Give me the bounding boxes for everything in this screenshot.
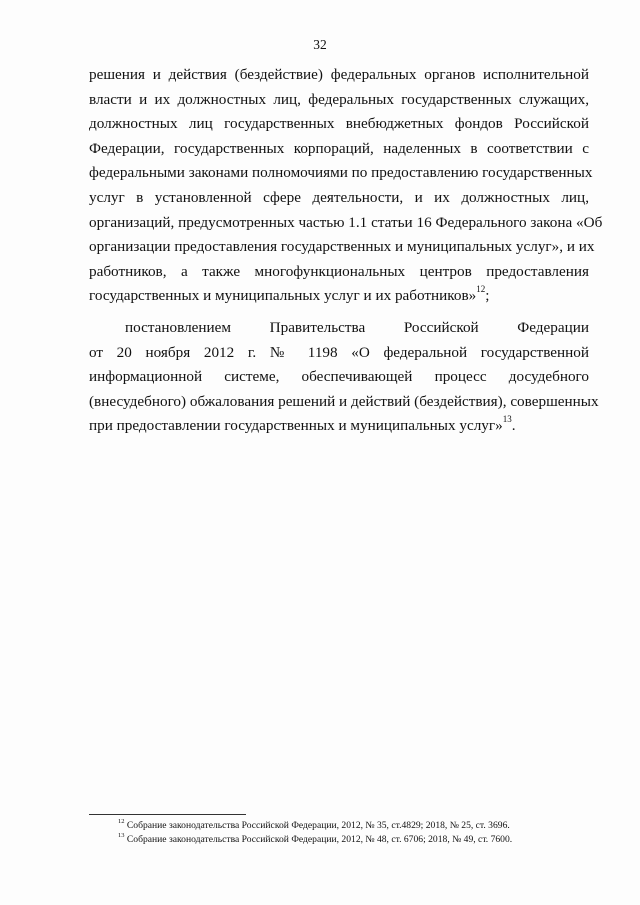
- page-number: 32: [313, 37, 327, 52]
- paragraph-2: [89, 316, 599, 439]
- footnote-12: [118, 819, 618, 833]
- text-line: при предоставлении государственных и муниципальных услуг»: [89, 417, 503, 435]
- text-line: власти и их должностных лиц, федеральных государственных служащих,: [89, 90, 589, 108]
- text-line: решения и действия (бездействие) федеральных органов исполнительной: [89, 66, 589, 83]
- text-line: Федерации, государственных корпораций, наделенных в соответствии с: [89, 139, 589, 157]
- footnote-mark: 13: [118, 831, 125, 839]
- text-line: услуг в установленной сфере деятельности, и их должностных лиц,: [89, 188, 589, 206]
- footnote-divider: [89, 814, 246, 815]
- punctuation: ;: [485, 287, 490, 305]
- text-line: постановлением Правительства Российской Федерации: [125, 318, 589, 336]
- text-line: должностных лиц государственных внебюджетных фондов Российской: [89, 115, 589, 133]
- footnote-ref-12[interactable]: 12: [476, 284, 486, 295]
- text-line: работников, а также многофункциональных центров предоставления: [89, 262, 589, 280]
- footnote-text: Собрание законодательства Российской Федерации, 2012, № 35, ст.4829; 2018, № 25, ст. 3696.: [124, 820, 510, 831]
- footnotes: [118, 819, 618, 847]
- text-line: информационной системе, обеспечивающей процесс досудебного: [89, 368, 589, 386]
- text-line-last: [89, 284, 589, 309]
- footnote-text: Собрание законодательства Российской Федерации, 2012, № 48, ст. 6706; 2018, № 49, ст. 7600.: [124, 834, 513, 845]
- body-text: [89, 63, 603, 439]
- text-line: федеральными законами полномочиями по предоставлению государственных: [89, 164, 593, 182]
- text-line-last: [89, 414, 589, 439]
- footnote-13: [118, 833, 618, 847]
- text-line: от 20 ноября 2012 г. № 1198 «О федеральной государственной: [89, 343, 589, 361]
- paragraph-1: [89, 63, 603, 309]
- text-line: организации предоставления государственных и муниципальных услуг», и их: [89, 238, 595, 256]
- text-line: государственных и муниципальных услуг и их работников»: [89, 287, 477, 305]
- footnote-mark: 12: [118, 817, 125, 825]
- text-line: организаций, предусмотренных частью 1.1 статьи 16 Федерального закона «Об: [89, 213, 603, 231]
- footnote-ref-13[interactable]: 13: [502, 414, 512, 425]
- punctuation: .: [511, 417, 516, 435]
- text-line: (внесудебного) обжалования решений и действий (бездействия), совершенных: [89, 392, 599, 410]
